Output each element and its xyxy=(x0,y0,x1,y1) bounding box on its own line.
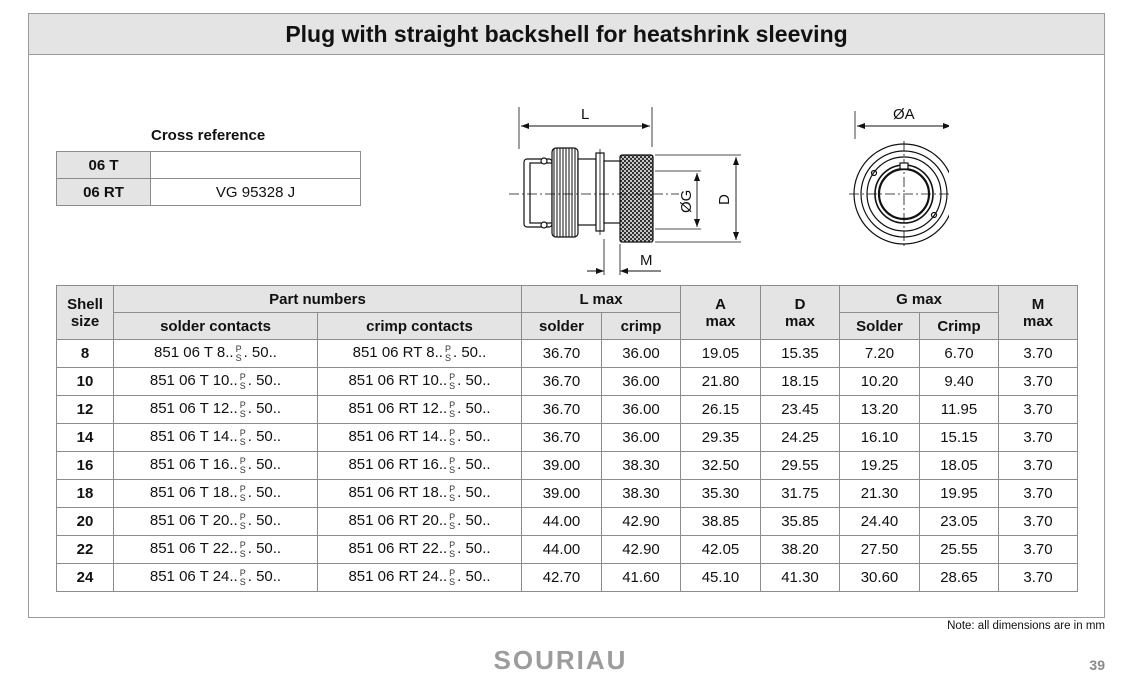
contact-type-p: P xyxy=(239,539,246,550)
contact-type-s: S xyxy=(239,464,246,475)
contact-type-marker xyxy=(449,485,455,503)
solder-part-number-cell xyxy=(114,564,318,592)
d-max-cell: 38.20 xyxy=(761,536,840,564)
part-number-suffix: . 50.. xyxy=(457,372,491,390)
crimp-part-number-cell xyxy=(318,424,522,452)
contact-type-p: P xyxy=(239,427,246,438)
cross-reference-key: 06 T xyxy=(57,152,151,179)
connector-drawing xyxy=(469,89,949,279)
header-a: A xyxy=(715,295,726,313)
side-view xyxy=(509,107,741,275)
contact-type-p: P xyxy=(239,371,246,382)
g-crimp-cell: 25.55 xyxy=(920,536,999,564)
contact-type-s: S xyxy=(239,380,246,391)
cross-reference-value: VG 95328 J xyxy=(151,179,361,206)
contact-type-p: P xyxy=(239,399,246,410)
crimp-part-number-cell xyxy=(318,340,522,368)
crimp-part-number-cell xyxy=(318,508,522,536)
table-row xyxy=(57,424,1078,452)
a-max-cell: 45.10 xyxy=(681,564,761,592)
contact-type-s: S xyxy=(239,520,246,531)
crimp-part-number-cell xyxy=(318,480,522,508)
header-a-max-label: max xyxy=(705,312,736,330)
part-number-suffix: . 50.. xyxy=(457,540,491,558)
part-number-prefix: 851 06 RT 18.. xyxy=(348,484,448,502)
d-max-cell: 35.85 xyxy=(761,508,840,536)
a-max-cell: 21.80 xyxy=(681,368,761,396)
l-crimp-cell: 36.00 xyxy=(602,396,681,424)
crimp-part-number-cell xyxy=(318,536,522,564)
g-crimp-cell: 6.70 xyxy=(920,340,999,368)
shell-size-cell: 18 xyxy=(57,480,114,508)
cross-reference-heading: Cross reference xyxy=(151,127,266,144)
dimension-label-l: L xyxy=(581,106,590,123)
l-crimp-cell: 36.00 xyxy=(602,424,681,452)
header-g-crimp: Crimp xyxy=(920,313,999,340)
solder-part-number-cell xyxy=(114,452,318,480)
a-max-cell: 19.05 xyxy=(681,340,761,368)
part-number-suffix: . 50.. xyxy=(247,400,282,418)
part-number-suffix: . 50.. xyxy=(457,456,491,474)
header-d: D xyxy=(794,295,806,313)
d-max-cell: 31.75 xyxy=(761,480,840,508)
part-number-suffix: . 50.. xyxy=(457,512,491,530)
a-max-cell: 35.30 xyxy=(681,480,761,508)
contact-type-s: S xyxy=(449,436,456,447)
dimension-label-m: M xyxy=(640,252,653,269)
d-max-cell: 18.15 xyxy=(761,368,840,396)
l-solder-cell: 36.70 xyxy=(522,368,602,396)
g-solder-cell: 30.60 xyxy=(840,564,920,592)
contact-type-p: P xyxy=(239,511,246,522)
contact-type-s: S xyxy=(449,548,456,559)
dimension-label-g: ØG xyxy=(678,189,695,213)
contact-type-s: S xyxy=(449,464,456,475)
m-max-cell: 3.70 xyxy=(999,424,1078,452)
g-crimp-cell: 23.05 xyxy=(920,508,999,536)
l-solder-cell: 42.70 xyxy=(522,564,602,592)
contact-type-p: P xyxy=(449,371,456,382)
part-numbers-table xyxy=(56,285,1078,592)
contact-type-p: P xyxy=(444,343,451,354)
l-crimp-cell: 42.90 xyxy=(602,508,681,536)
contact-type-p: P xyxy=(239,483,246,494)
contact-type-p: P xyxy=(449,427,456,438)
part-number-prefix: 851 06 RT 24.. xyxy=(348,568,448,586)
m-max-cell: 3.70 xyxy=(999,368,1078,396)
l-solder-cell: 39.00 xyxy=(522,480,602,508)
g-solder-cell: 13.20 xyxy=(840,396,920,424)
contact-type-p: P xyxy=(449,567,456,578)
g-solder-cell: 21.30 xyxy=(840,480,920,508)
header-size: size xyxy=(70,312,100,330)
contact-type-s: S xyxy=(239,408,246,419)
d-max-cell: 41.30 xyxy=(761,564,840,592)
g-solder-cell: 7.20 xyxy=(840,340,920,368)
part-number-prefix: 851 06 RT 20.. xyxy=(348,512,448,530)
header-solder-contacts: solder contacts xyxy=(114,313,318,340)
l-solder-cell: 44.00 xyxy=(522,508,602,536)
shell-size-cell: 14 xyxy=(57,424,114,452)
part-number-prefix: 851 06 RT 8.. xyxy=(352,344,443,362)
solder-part-number-cell xyxy=(114,396,318,424)
part-number-prefix: 851 06 RT 22.. xyxy=(348,540,448,558)
contact-type-marker xyxy=(449,373,455,391)
cross-reference-row xyxy=(57,152,361,179)
shell-size-cell: 10 xyxy=(57,368,114,396)
header-m-max xyxy=(999,286,1078,340)
brand-logo: SOURIAU xyxy=(493,645,628,675)
cross-reference-key: 06 RT xyxy=(57,179,151,206)
g-crimp-cell: 9.40 xyxy=(920,368,999,396)
m-max-cell: 3.70 xyxy=(999,396,1078,424)
part-number-prefix: 851 06 T 10.. xyxy=(149,372,238,390)
page-frame xyxy=(28,13,1105,618)
table-row xyxy=(57,368,1078,396)
part-number-suffix: . 50.. xyxy=(457,428,491,446)
g-solder-cell: 27.50 xyxy=(840,536,920,564)
crimp-part-number-cell xyxy=(318,564,522,592)
crimp-part-number-cell xyxy=(318,452,522,480)
shell-size-cell: 24 xyxy=(57,564,114,592)
contact-type-marker xyxy=(240,569,246,587)
part-number-prefix: 851 06 T 14.. xyxy=(149,428,238,446)
page-title: Plug with straight backshell for heatshrink sleeving xyxy=(29,14,1104,55)
contact-type-marker xyxy=(240,457,246,475)
contact-type-marker xyxy=(449,513,455,531)
units-note: Note: all dimensions are in mm xyxy=(947,620,1105,632)
solder-part-number-cell xyxy=(114,508,318,536)
m-max-cell: 3.70 xyxy=(999,480,1078,508)
front-view xyxy=(849,111,949,249)
l-crimp-cell: 36.00 xyxy=(602,368,681,396)
header-d-max-label: max xyxy=(784,312,816,330)
table-header-row xyxy=(57,286,1078,313)
part-number-suffix: . 50.. xyxy=(247,568,282,586)
part-number-prefix: 851 06 RT 12.. xyxy=(348,400,448,418)
g-crimp-cell: 15.15 xyxy=(920,424,999,452)
part-number-suffix: . 50.. xyxy=(243,344,277,362)
part-number-suffix: . 50.. xyxy=(457,400,491,418)
m-max-cell: 3.70 xyxy=(999,452,1078,480)
contact-type-marker xyxy=(445,345,451,363)
shell-size-cell: 12 xyxy=(57,396,114,424)
part-number-prefix: 851 06 T 16.. xyxy=(149,456,238,474)
shell-size-cell: 16 xyxy=(57,452,114,480)
contact-type-s: S xyxy=(239,492,246,503)
table-row xyxy=(57,508,1078,536)
dimension-label-a: ØA xyxy=(893,106,915,123)
g-crimp-cell: 18.05 xyxy=(920,452,999,480)
contact-type-p: P xyxy=(449,455,456,466)
table-row xyxy=(57,396,1078,424)
solder-part-number-cell xyxy=(114,480,318,508)
m-max-cell: 3.70 xyxy=(999,508,1078,536)
part-number-prefix: 851 06 T 18.. xyxy=(149,484,238,502)
d-max-cell: 15.35 xyxy=(761,340,840,368)
contact-type-s: S xyxy=(239,548,246,559)
crimp-part-number-cell xyxy=(318,396,522,424)
contact-type-marker xyxy=(449,457,455,475)
g-solder-cell: 10.20 xyxy=(840,368,920,396)
g-crimp-cell: 28.65 xyxy=(920,564,999,592)
contact-type-p: P xyxy=(449,399,456,410)
contact-type-marker xyxy=(240,485,246,503)
table-row xyxy=(57,480,1078,508)
d-max-cell: 24.25 xyxy=(761,424,840,452)
part-number-suffix: . 50.. xyxy=(457,568,491,586)
header-l-crimp: crimp xyxy=(602,313,681,340)
header-m-max-label: max xyxy=(1022,312,1054,330)
contact-type-p: P xyxy=(449,483,456,494)
contact-type-marker xyxy=(240,541,246,559)
contact-type-s: S xyxy=(239,576,246,587)
table-row xyxy=(57,452,1078,480)
l-crimp-cell: 38.30 xyxy=(602,452,681,480)
d-max-cell: 29.55 xyxy=(761,452,840,480)
header-l-solder: solder xyxy=(522,313,602,340)
header-shell: Shell xyxy=(67,295,103,313)
contact-type-marker xyxy=(240,429,246,447)
contact-type-p: P xyxy=(235,343,242,354)
contact-type-s: S xyxy=(449,408,456,419)
header-m: M xyxy=(1031,295,1045,313)
a-max-cell: 38.85 xyxy=(681,508,761,536)
solder-part-number-cell xyxy=(114,368,318,396)
part-number-prefix: 851 06 T 8.. xyxy=(154,344,234,362)
part-number-prefix: 851 06 T 24.. xyxy=(149,568,238,586)
l-solder-cell: 36.70 xyxy=(522,340,602,368)
cross-reference-value xyxy=(151,152,361,179)
m-max-cell: 3.70 xyxy=(999,564,1078,592)
part-number-suffix: . 50.. xyxy=(247,456,282,474)
m-max-cell: 3.70 xyxy=(999,536,1078,564)
l-solder-cell: 39.00 xyxy=(522,452,602,480)
g-solder-cell: 19.25 xyxy=(840,452,920,480)
header-l-max: L max xyxy=(522,286,681,313)
header-g-solder: Solder xyxy=(840,313,920,340)
contact-type-p: P xyxy=(449,539,456,550)
contact-type-marker xyxy=(449,429,455,447)
m-max-cell: 3.70 xyxy=(999,340,1078,368)
header-g-max: G max xyxy=(840,286,999,313)
contact-type-s: S xyxy=(444,352,451,363)
solder-part-number-cell xyxy=(114,536,318,564)
part-number-prefix: 851 06 RT 16.. xyxy=(348,456,448,474)
solder-part-number-cell xyxy=(114,340,318,368)
contact-type-s: S xyxy=(449,380,456,391)
shell-size-cell: 22 xyxy=(57,536,114,564)
contact-type-s: S xyxy=(449,492,456,503)
a-max-cell: 42.05 xyxy=(681,536,761,564)
contact-type-marker xyxy=(240,401,246,419)
cross-reference-table xyxy=(56,151,361,206)
shell-size-cell: 20 xyxy=(57,508,114,536)
header-a-max xyxy=(681,286,761,340)
part-number-suffix: . 50.. xyxy=(247,428,282,446)
g-solder-cell: 16.10 xyxy=(840,424,920,452)
contact-type-marker xyxy=(449,541,455,559)
part-number-suffix: . 50.. xyxy=(247,512,282,530)
part-number-prefix: 851 06 RT 10.. xyxy=(348,372,448,390)
crimp-part-number-cell xyxy=(318,368,522,396)
part-number-suffix: . 50.. xyxy=(247,484,282,502)
l-crimp-cell: 42.90 xyxy=(602,536,681,564)
solder-part-number-cell xyxy=(114,424,318,452)
contact-type-p: P xyxy=(449,511,456,522)
table-row xyxy=(57,340,1078,368)
l-crimp-cell: 38.30 xyxy=(602,480,681,508)
part-number-prefix: 851 06 T 12.. xyxy=(149,400,238,418)
contact-type-p: P xyxy=(239,567,246,578)
table-row xyxy=(57,536,1078,564)
a-max-cell: 29.35 xyxy=(681,424,761,452)
l-solder-cell: 36.70 xyxy=(522,424,602,452)
l-solder-cell: 36.70 xyxy=(522,396,602,424)
contact-type-s: S xyxy=(239,436,246,447)
contact-type-marker xyxy=(449,569,455,587)
l-solder-cell: 44.00 xyxy=(522,536,602,564)
contact-type-p: P xyxy=(239,455,246,466)
page-number: 39 xyxy=(1089,657,1105,673)
a-max-cell: 32.50 xyxy=(681,452,761,480)
part-number-prefix: 851 06 T 20.. xyxy=(149,512,238,530)
header-crimp-contacts: crimp contacts xyxy=(318,313,522,340)
header-d-max xyxy=(761,286,840,340)
contact-type-marker xyxy=(449,401,455,419)
header-part-numbers: Part numbers xyxy=(114,286,522,313)
g-crimp-cell: 11.95 xyxy=(920,396,999,424)
part-number-suffix: . 50.. xyxy=(247,372,282,390)
part-number-suffix: . 50.. xyxy=(453,344,487,362)
l-crimp-cell: 41.60 xyxy=(602,564,681,592)
header-shell-size xyxy=(57,286,114,340)
d-max-cell: 23.45 xyxy=(761,396,840,424)
part-number-suffix: . 50.. xyxy=(457,484,491,502)
part-number-suffix: . 50.. xyxy=(247,540,282,558)
table-row xyxy=(57,564,1078,592)
contact-type-marker xyxy=(240,373,246,391)
l-crimp-cell: 36.00 xyxy=(602,340,681,368)
cross-reference-row xyxy=(57,179,361,206)
part-number-prefix: 851 06 T 22.. xyxy=(149,540,238,558)
contact-type-marker xyxy=(236,345,242,363)
g-solder-cell: 24.40 xyxy=(840,508,920,536)
dimension-label-d: D xyxy=(716,194,733,205)
contact-type-marker xyxy=(240,513,246,531)
table-subheader-row xyxy=(57,313,1078,340)
contact-type-s: S xyxy=(235,352,242,363)
a-max-cell: 26.15 xyxy=(681,396,761,424)
g-crimp-cell: 19.95 xyxy=(920,480,999,508)
shell-size-cell: 8 xyxy=(57,340,114,368)
contact-type-s: S xyxy=(449,520,456,531)
contact-type-s: S xyxy=(449,576,456,587)
part-number-prefix: 851 06 RT 14.. xyxy=(348,428,448,446)
